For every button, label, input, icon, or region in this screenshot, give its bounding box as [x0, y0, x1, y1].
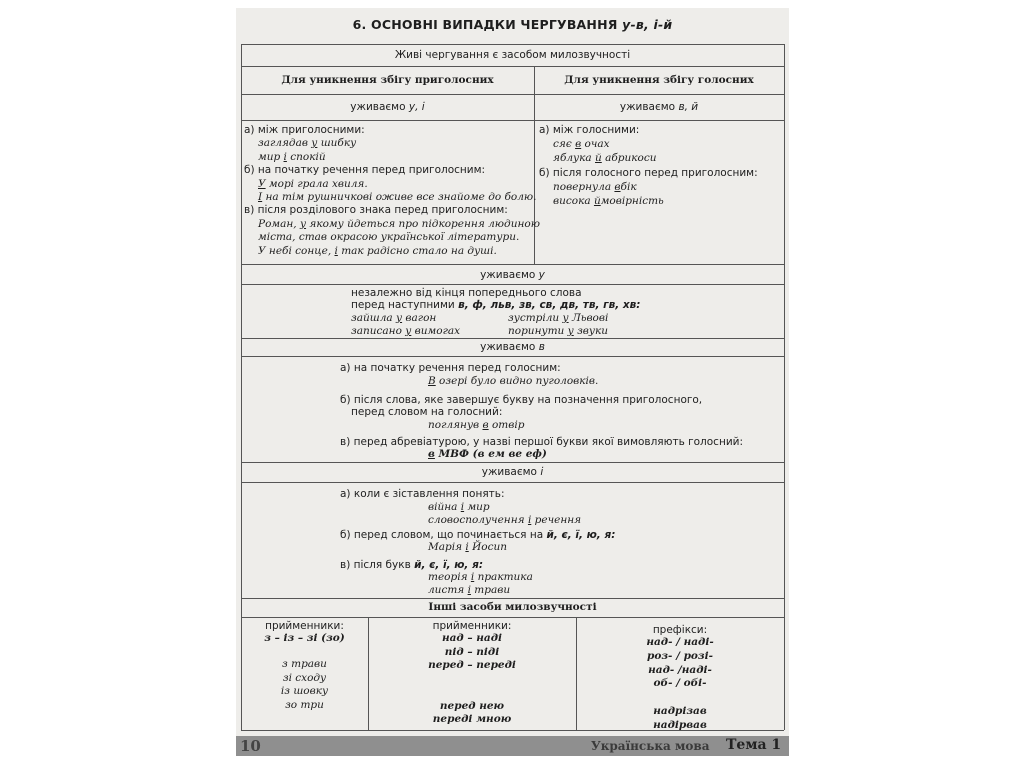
- rule-item: а) між голосними:: [539, 124, 640, 136]
- rule-example: яблука й абрикоси: [553, 152, 657, 165]
- table-cell-text: зо три: [285, 698, 324, 711]
- i-rule-c: в) після букв й, є, ї, ю, я:: [340, 559, 484, 571]
- u-rule-line2: перед наступними в, ф, льв, зв, св, дв, тв, гв, хв:: [351, 299, 641, 311]
- table-cell-text: об- / обі-: [653, 677, 707, 690]
- u-rule-line1: незалежно від кінця попереднього слова: [351, 287, 582, 299]
- rule-item: в) після розділового знака перед приголосним:: [244, 204, 508, 217]
- table-cell-text: з трави: [282, 658, 327, 670]
- table-cell-text: роз- / розі-: [647, 649, 713, 662]
- use-vy-label: уживаємо в, й: [619, 101, 699, 113]
- u-example: записано у вимогах: [351, 325, 461, 337]
- col1-sub: з – із – зі (зо): [264, 632, 345, 644]
- page-title: 6. ОСНОВНІ ВИПАДКИ ЧЕРГУВАННЯ у-в, і-й: [352, 17, 673, 32]
- column-divider: [534, 66, 535, 264]
- rule-example: повернула вбік: [553, 180, 637, 193]
- u-example: зустріли у Львові: [508, 312, 609, 324]
- other-means-title: Інші засоби милозвучності: [428, 601, 597, 613]
- col2-head: прийменники:: [432, 620, 512, 632]
- table-cell-text: перед – переді: [428, 659, 516, 671]
- v-rule-b2: перед словом на голосний:: [351, 406, 503, 418]
- v-example-b: поглянув в отвір: [428, 419, 525, 431]
- i-example: війна і мир: [428, 501, 490, 513]
- rule-example: мир і спокій: [258, 150, 326, 163]
- rule-item: а) між приголосними:: [244, 124, 365, 136]
- table-cell-text: над- / наді-: [646, 636, 714, 648]
- i-example-b: Марія і Йосип: [428, 541, 507, 553]
- i-rule-b: б) перед словом, що починається на й, є, ї, ю, я:: [340, 529, 616, 541]
- use-ui-label: уживаємо у, і: [350, 101, 425, 113]
- right-column-header: Для уникнення збігу голосних: [564, 74, 754, 86]
- rule-example: заглядав у шибку: [258, 137, 357, 150]
- rule-example: І на тім рушничкові оживе все знайоме до болю.: [258, 191, 537, 203]
- table-cell-text: надрізав: [653, 705, 707, 717]
- page-number: 10: [240, 737, 261, 755]
- rule-example: У небі сонце, і так радісно стало на душі.: [258, 244, 497, 257]
- table-cell-text: зі сходу: [282, 671, 327, 684]
- table-main-header: Живі чергування є засобом милозвучності: [394, 49, 631, 61]
- rule-example: міста, став окрасою української літератури.: [258, 231, 520, 244]
- table-cell-text: над- /наді-: [648, 663, 712, 676]
- i-example: теорія і практика: [428, 571, 533, 583]
- rule-example: сяє в очах: [553, 138, 610, 151]
- footer-theme: Тема 1: [726, 737, 782, 753]
- use-v-label: уживаємо в: [480, 341, 545, 353]
- rule-example: У морі грала хвиля.: [258, 177, 368, 190]
- table-cell-text: перед нею: [439, 699, 505, 712]
- footer-subject: Українська мова: [591, 739, 710, 753]
- col1-head: прийменники:: [265, 620, 344, 632]
- u-example: поринути у звуки: [508, 325, 609, 337]
- i-rule-a: а) коли є зіставлення понять:: [340, 488, 505, 500]
- use-u-label: уживаємо у: [480, 269, 545, 281]
- rule-item: б) на початку речення перед приголосним:: [244, 164, 486, 177]
- rule-example: Роман, у якому йдеться про підкорення людиною: [258, 217, 540, 230]
- i-example: словосполучення і речення: [428, 514, 582, 526]
- table-border-top: [241, 44, 784, 45]
- page-footer: [236, 736, 789, 756]
- v-example-c: в МВФ (в ем ве еф): [428, 448, 547, 460]
- use-i-label: уживаємо і: [481, 466, 544, 478]
- v-rule-a: а) на початку речення перед голосним:: [340, 362, 561, 374]
- rule-example: висока ймовірність: [553, 195, 664, 207]
- left-column-header: Для уникнення збігу приголосних: [281, 74, 494, 86]
- v-example-a: В озері було видно пуголовків.: [428, 375, 599, 387]
- col3-head: префікси:: [652, 624, 708, 636]
- table-cell-text: надірвав: [653, 718, 707, 731]
- title-letters: у-в, і-й: [622, 17, 673, 32]
- table-border-right: [784, 44, 785, 730]
- i-example: листя і трави: [428, 584, 511, 596]
- v-rule-c: в) перед абревіатурою, у назві першої букви якої вимовляють голосний:: [340, 436, 744, 448]
- table-cell-text: переді мною: [432, 713, 512, 725]
- table-cell-text: над – наді: [441, 632, 503, 644]
- textbook-page: [236, 8, 789, 756]
- v-rule-b1: б) після слова, яке завершує букву на позначення приголосного,: [340, 394, 703, 406]
- rule-item: б) після голосного перед приголосним:: [539, 166, 758, 179]
- table-cell-text: під – піді: [444, 645, 500, 658]
- u-example: зайшла у вагон: [351, 312, 437, 324]
- table-cell-text: із шовку: [280, 685, 329, 697]
